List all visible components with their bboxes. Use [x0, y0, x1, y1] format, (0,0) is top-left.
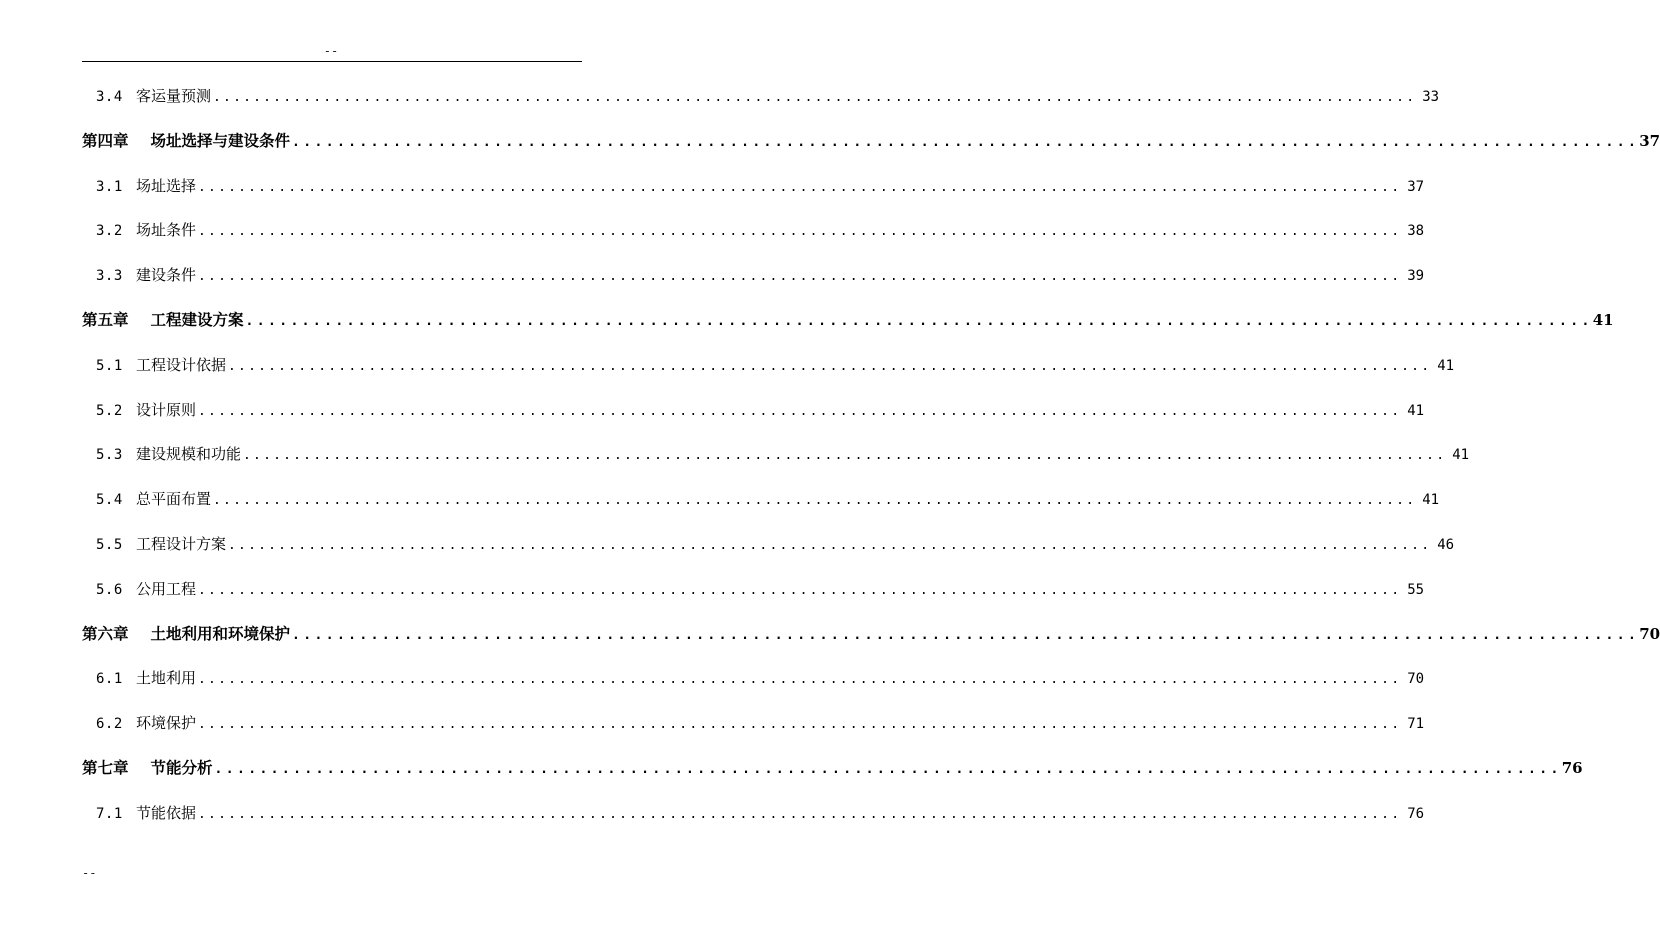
toc-entry-title [82, 622, 290, 646]
toc-entry-text: 公用工程 [136, 579, 197, 598]
toc-page-number: 70 [1407, 671, 1425, 688]
toc-entry-text: 土地利用和环境保护 [150, 623, 291, 643]
toc-page-number: 41 [1422, 492, 1440, 509]
toc-section-entry[interactable] [96, 442, 1470, 466]
toc-entry-title [96, 398, 196, 423]
toc-entry-text: 土地利用 [136, 669, 197, 688]
toc-dot-leader: ........................................................................................................................ [198, 269, 1402, 285]
toc-dot-leader: ........................................................................................................................ [228, 538, 1432, 553]
toc-dot-leader: ........................................................................................................................ [198, 582, 1402, 598]
toc-entry-number: 5.3 [96, 447, 123, 464]
toc-page-number: 37 [1407, 178, 1425, 195]
toc-page-number: 70 [1639, 624, 1660, 643]
toc-dot-leader: ........................................................................................................................ [245, 314, 1593, 329]
toc-dot-leader: ........................................................................................................................ [198, 717, 1402, 733]
toc-dot-leader: ........................................................................................................................ [292, 627, 1640, 643]
toc-entry-title [82, 129, 290, 153]
toc-section-entry[interactable] [96, 263, 1425, 287]
toc-page-number: 46 [1437, 537, 1455, 553]
toc-chapter-entry[interactable] [82, 756, 1583, 780]
toc-entry-number: 6.1 [96, 671, 123, 688]
toc-entry-number: 5.2 [96, 402, 123, 419]
toc-entry-number: 6.2 [96, 716, 123, 733]
toc-entry-number: 第五章 [82, 310, 129, 329]
toc-section-entry[interactable] [96, 398, 1425, 422]
toc-entry-title [96, 801, 196, 826]
toc-dot-leader: ........................................................................................................................ [198, 806, 1402, 822]
toc-entry-title [96, 487, 211, 512]
toc-page-number: 55 [1407, 581, 1425, 598]
toc-entry-text: 工程设计依据 [136, 355, 227, 374]
toc-entry-text: 建设规模和功能 [136, 445, 242, 464]
toc-entry-number: 第七章 [82, 758, 129, 777]
toc-section-entry[interactable] [96, 532, 1455, 556]
toc-dot-leader: ........................................................................................................................ [292, 134, 1640, 150]
toc-entry-title [96, 174, 196, 199]
toc-page-number: 41 [1452, 447, 1470, 464]
toc-page-number: 39 [1407, 268, 1425, 285]
toc-entry-number: 5.1 [96, 357, 123, 374]
toc-page-number: 71 [1407, 716, 1425, 733]
toc-entry-title [96, 442, 241, 467]
toc-entry-title [96, 666, 196, 691]
toc-page-number: 38 [1407, 223, 1425, 240]
toc-entry-number: 5.4 [96, 492, 123, 509]
toc-section-entry[interactable] [96, 666, 1425, 690]
toc-dot-leader: ........................................................................................................................ [228, 358, 1432, 374]
toc-entry-text: 场址选择 [136, 176, 197, 195]
toc-dot-leader: ........................................................................................................................ [243, 448, 1447, 464]
toc-section-entry[interactable] [96, 174, 1425, 198]
toc-entry-text: 节能依据 [136, 803, 197, 822]
toc-dot-leader: ........................................................................................................................ [198, 672, 1402, 688]
toc-entry-number: 3.4 [96, 89, 123, 105]
toc-entry-number: 3.1 [96, 178, 123, 195]
toc-page-number: 76 [1561, 759, 1583, 777]
toc-dot-leader: ........................................................................................................................ [198, 403, 1402, 419]
toc-entry-text: 建设条件 [136, 266, 197, 285]
toc-entry-number: 3.2 [96, 223, 123, 240]
page-header-mark: -- [323, 44, 339, 58]
toc-entry-text: 场址条件 [136, 221, 197, 240]
toc-entry-title [96, 218, 196, 243]
toc-entry-title [96, 353, 226, 378]
toc-dot-leader: ........................................................................................................................ [213, 493, 1417, 509]
page-footer-mark: -- [82, 866, 97, 880]
toc-page-number: 41 [1437, 357, 1455, 374]
toc-entry-text: 环境保护 [136, 714, 197, 733]
toc-entry-number: 7.1 [96, 805, 123, 822]
toc-section-entry[interactable] [96, 218, 1425, 242]
toc-entry-number: 第四章 [82, 130, 129, 150]
toc-entry-number: 5.5 [96, 537, 123, 553]
toc-entry-title [82, 308, 244, 332]
toc-entry-title [82, 756, 213, 780]
toc-section-entry[interactable] [96, 353, 1455, 377]
toc-page-number: 41 [1407, 402, 1425, 419]
toc-entry-title [96, 263, 196, 288]
toc-entry-text: 场址选择与建设条件 [150, 130, 291, 150]
toc-entry-text: 客运量预测 [136, 87, 212, 105]
toc-section-entry[interactable] [96, 84, 1440, 108]
toc-section-entry[interactable] [96, 711, 1425, 735]
toc-section-entry[interactable] [96, 487, 1440, 511]
toc-entry-number: 3.3 [96, 268, 123, 285]
toc-entry-title [96, 84, 211, 109]
toc-section-entry[interactable] [96, 801, 1425, 825]
toc-dot-leader: ........................................................................................................................ [214, 762, 1562, 777]
toc-entry-number: 第六章 [82, 623, 129, 643]
toc-dot-leader: ........................................................................................................................ [198, 224, 1402, 240]
toc-page-number: 33 [1422, 89, 1440, 105]
toc-entry-text: 节能分析 [150, 758, 213, 777]
toc-chapter-entry[interactable] [82, 308, 1614, 332]
toc-chapter-entry[interactable] [82, 622, 1660, 646]
toc-chapter-entry[interactable] [82, 129, 1660, 153]
toc-dot-leader: ........................................................................................................................ [213, 90, 1417, 105]
toc-entry-text: 总平面布置 [136, 490, 212, 509]
toc-page-number: 41 [1592, 311, 1614, 329]
toc-entry-text: 工程建设方案 [150, 310, 244, 329]
toc-entry-number: 5.6 [96, 581, 123, 598]
toc-dot-leader: ........................................................................................................................ [198, 179, 1402, 195]
toc-entry-title [96, 532, 226, 557]
toc-entry-text: 设计原则 [136, 400, 197, 419]
toc-entry-text: 工程设计方案 [136, 535, 227, 553]
toc-page-number: 37 [1639, 131, 1660, 150]
toc-page-number: 76 [1407, 805, 1425, 822]
toc-entry-title [96, 577, 196, 602]
toc-entry-title [96, 711, 196, 736]
toc-section-entry[interactable] [96, 577, 1425, 601]
